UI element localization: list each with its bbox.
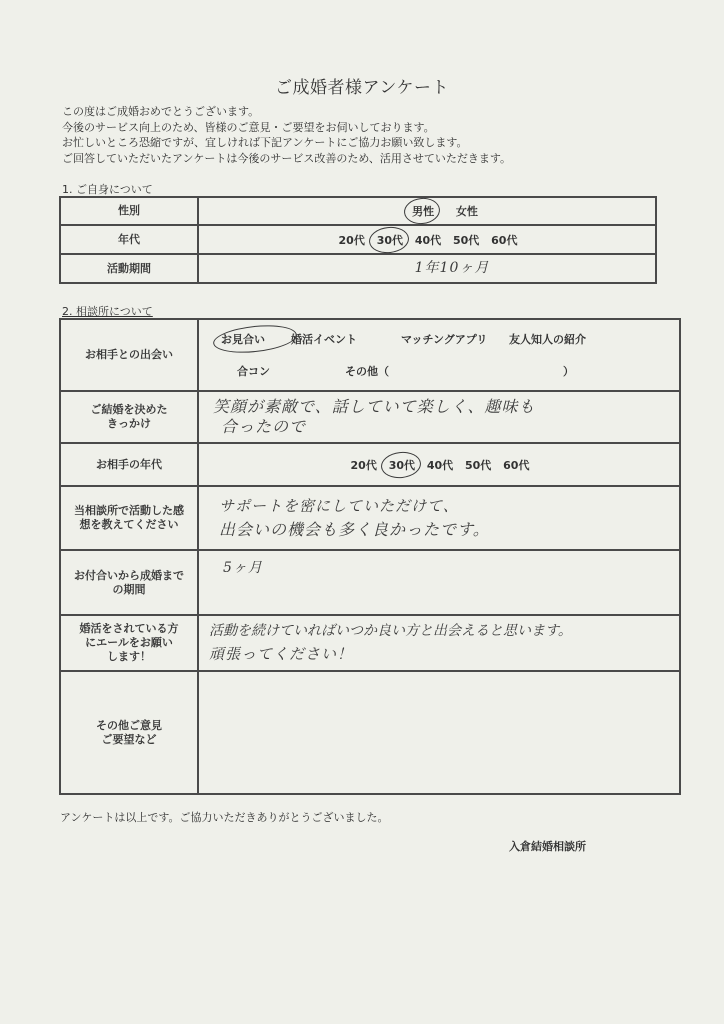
cheer-field[interactable]	[198, 615, 680, 671]
row-partner-age	[60, 443, 680, 486]
row-cheer	[60, 615, 680, 671]
row-age	[60, 225, 656, 254]
meeting-option-other-close: ）	[563, 365, 574, 378]
meeting-label: お相手との出会い	[60, 319, 198, 391]
partner-age-option-40s[interactable]: 40代	[426, 458, 454, 472]
reason-label	[60, 391, 198, 443]
other-field[interactable]	[198, 671, 680, 794]
row-activity-period	[60, 254, 656, 283]
cheer-label-line: 婚活をされている方	[79, 622, 179, 635]
period-to-marriage-answer: 5ヶ月	[223, 560, 263, 576]
partner-age-option-60s[interactable]: 60代	[503, 458, 530, 472]
activity-period-answer: 1年10ヶ月	[414, 260, 490, 276]
cheer-label-line: します！	[107, 650, 151, 663]
meeting-option-omiai[interactable]: お見合い	[221, 331, 291, 347]
meeting-options-line1	[199, 331, 679, 347]
organization-name: 入倉結婚相談所	[509, 840, 586, 853]
row-reason	[60, 391, 680, 443]
partner-age-option-20s[interactable]: 20代	[350, 458, 377, 472]
cheer-label	[60, 615, 198, 671]
reason-label-line: きっかけ	[107, 417, 151, 430]
gender-label: 性別	[60, 197, 198, 225]
age-label: 年代	[60, 225, 198, 254]
reason-answer-line: 合ったので	[221, 417, 307, 436]
reason-answer-line: 笑顔が素敵で、話していて楽しく、趣味も	[213, 397, 536, 416]
age-options	[198, 225, 656, 254]
cheer-answer-line: 活動を続けていればいつか良い方と出会えると思います。	[209, 623, 572, 639]
meeting-options-line2	[199, 363, 679, 379]
period-to-marriage-field[interactable]	[198, 550, 680, 615]
cheer-label-line: にエールをお願い	[85, 636, 173, 649]
activity-period-field[interactable]	[198, 254, 656, 283]
section1-table	[59, 196, 657, 284]
meeting-option-event[interactable]: 婚活イベント	[291, 333, 357, 346]
intro-line: お忙しいところ恐縮ですが、宜しければ下記アンケートにご協力お願い致します。	[62, 136, 468, 149]
gender-option-female[interactable]: 女性	[455, 205, 478, 218]
period-label-line: の期間	[112, 582, 146, 596]
section1-heading: 1. ご自身について	[62, 183, 153, 196]
closing-text: アンケートは以上です。ご協力いただきありがとうございました。	[60, 811, 389, 824]
age-option-20s[interactable]: 20代	[338, 233, 365, 247]
partner-age-option-50s[interactable]: 50代	[465, 458, 492, 472]
intro-text	[62, 104, 511, 166]
meeting-option-friend[interactable]: 友人知人の紹介	[509, 333, 586, 346]
age-option-60s[interactable]: 60代	[491, 233, 518, 247]
impression-field[interactable]	[198, 486, 680, 550]
impression-answer-line: 出会いの機会も多く良かったです。	[219, 520, 490, 539]
document-title: ご成婚者様アンケート	[275, 78, 449, 98]
section2-heading: 2. 相談所について	[62, 305, 153, 318]
meeting-option-goukon[interactable]: 合コン	[237, 365, 270, 378]
partner-age-label: お相手の年代	[60, 443, 198, 486]
impression-label-line: 当相談所で活動した感	[74, 504, 184, 517]
row-other	[60, 671, 680, 794]
impression-label	[60, 486, 198, 550]
row-gender	[60, 197, 656, 225]
intro-line: ご回答していただいたアンケートは今後のサービス改善のため、活用させていただきます。	[62, 151, 512, 165]
other-label-line: その他ご意見	[96, 718, 162, 732]
period-to-marriage-label	[60, 550, 198, 615]
gender-option-male[interactable]: 男性	[412, 205, 435, 218]
other-label-line: ご要望など	[101, 732, 157, 746]
age-option-30s[interactable]: 30代	[376, 233, 403, 247]
cheer-answer-line: 頑張ってください！	[209, 645, 354, 663]
reason-field[interactable]	[198, 391, 680, 443]
partner-age-option-30s[interactable]: 30代	[388, 458, 415, 472]
meeting-option-other[interactable]: その他（	[345, 365, 389, 378]
other-label	[60, 671, 198, 794]
impression-label-line: 想を教えてください	[79, 518, 179, 531]
age-option-40s[interactable]: 40代	[414, 233, 442, 247]
period-label-line: お付合いから成婚まで	[74, 568, 184, 582]
gender-options	[198, 197, 656, 225]
row-impression	[60, 486, 680, 550]
intro-line: この度はご成婚おめでとうございます。	[62, 105, 260, 118]
activity-period-label: 活動期間	[60, 254, 198, 283]
meeting-option-app[interactable]: マッチングアプリ	[401, 333, 488, 346]
reason-label-line: ご結婚を決めた	[90, 403, 168, 416]
age-option-50s[interactable]: 50代	[453, 233, 480, 247]
impression-answer-line: サポートを密にしていただけて、	[219, 497, 459, 515]
meeting-options	[198, 319, 680, 391]
section2-table	[59, 318, 681, 795]
row-period-to-marriage	[60, 550, 680, 615]
partner-age-options	[198, 443, 680, 486]
row-meeting	[60, 319, 680, 391]
intro-line: 今後のサービス向上のため、皆様のご意見・ご要望をお伺いしております。	[62, 120, 435, 134]
